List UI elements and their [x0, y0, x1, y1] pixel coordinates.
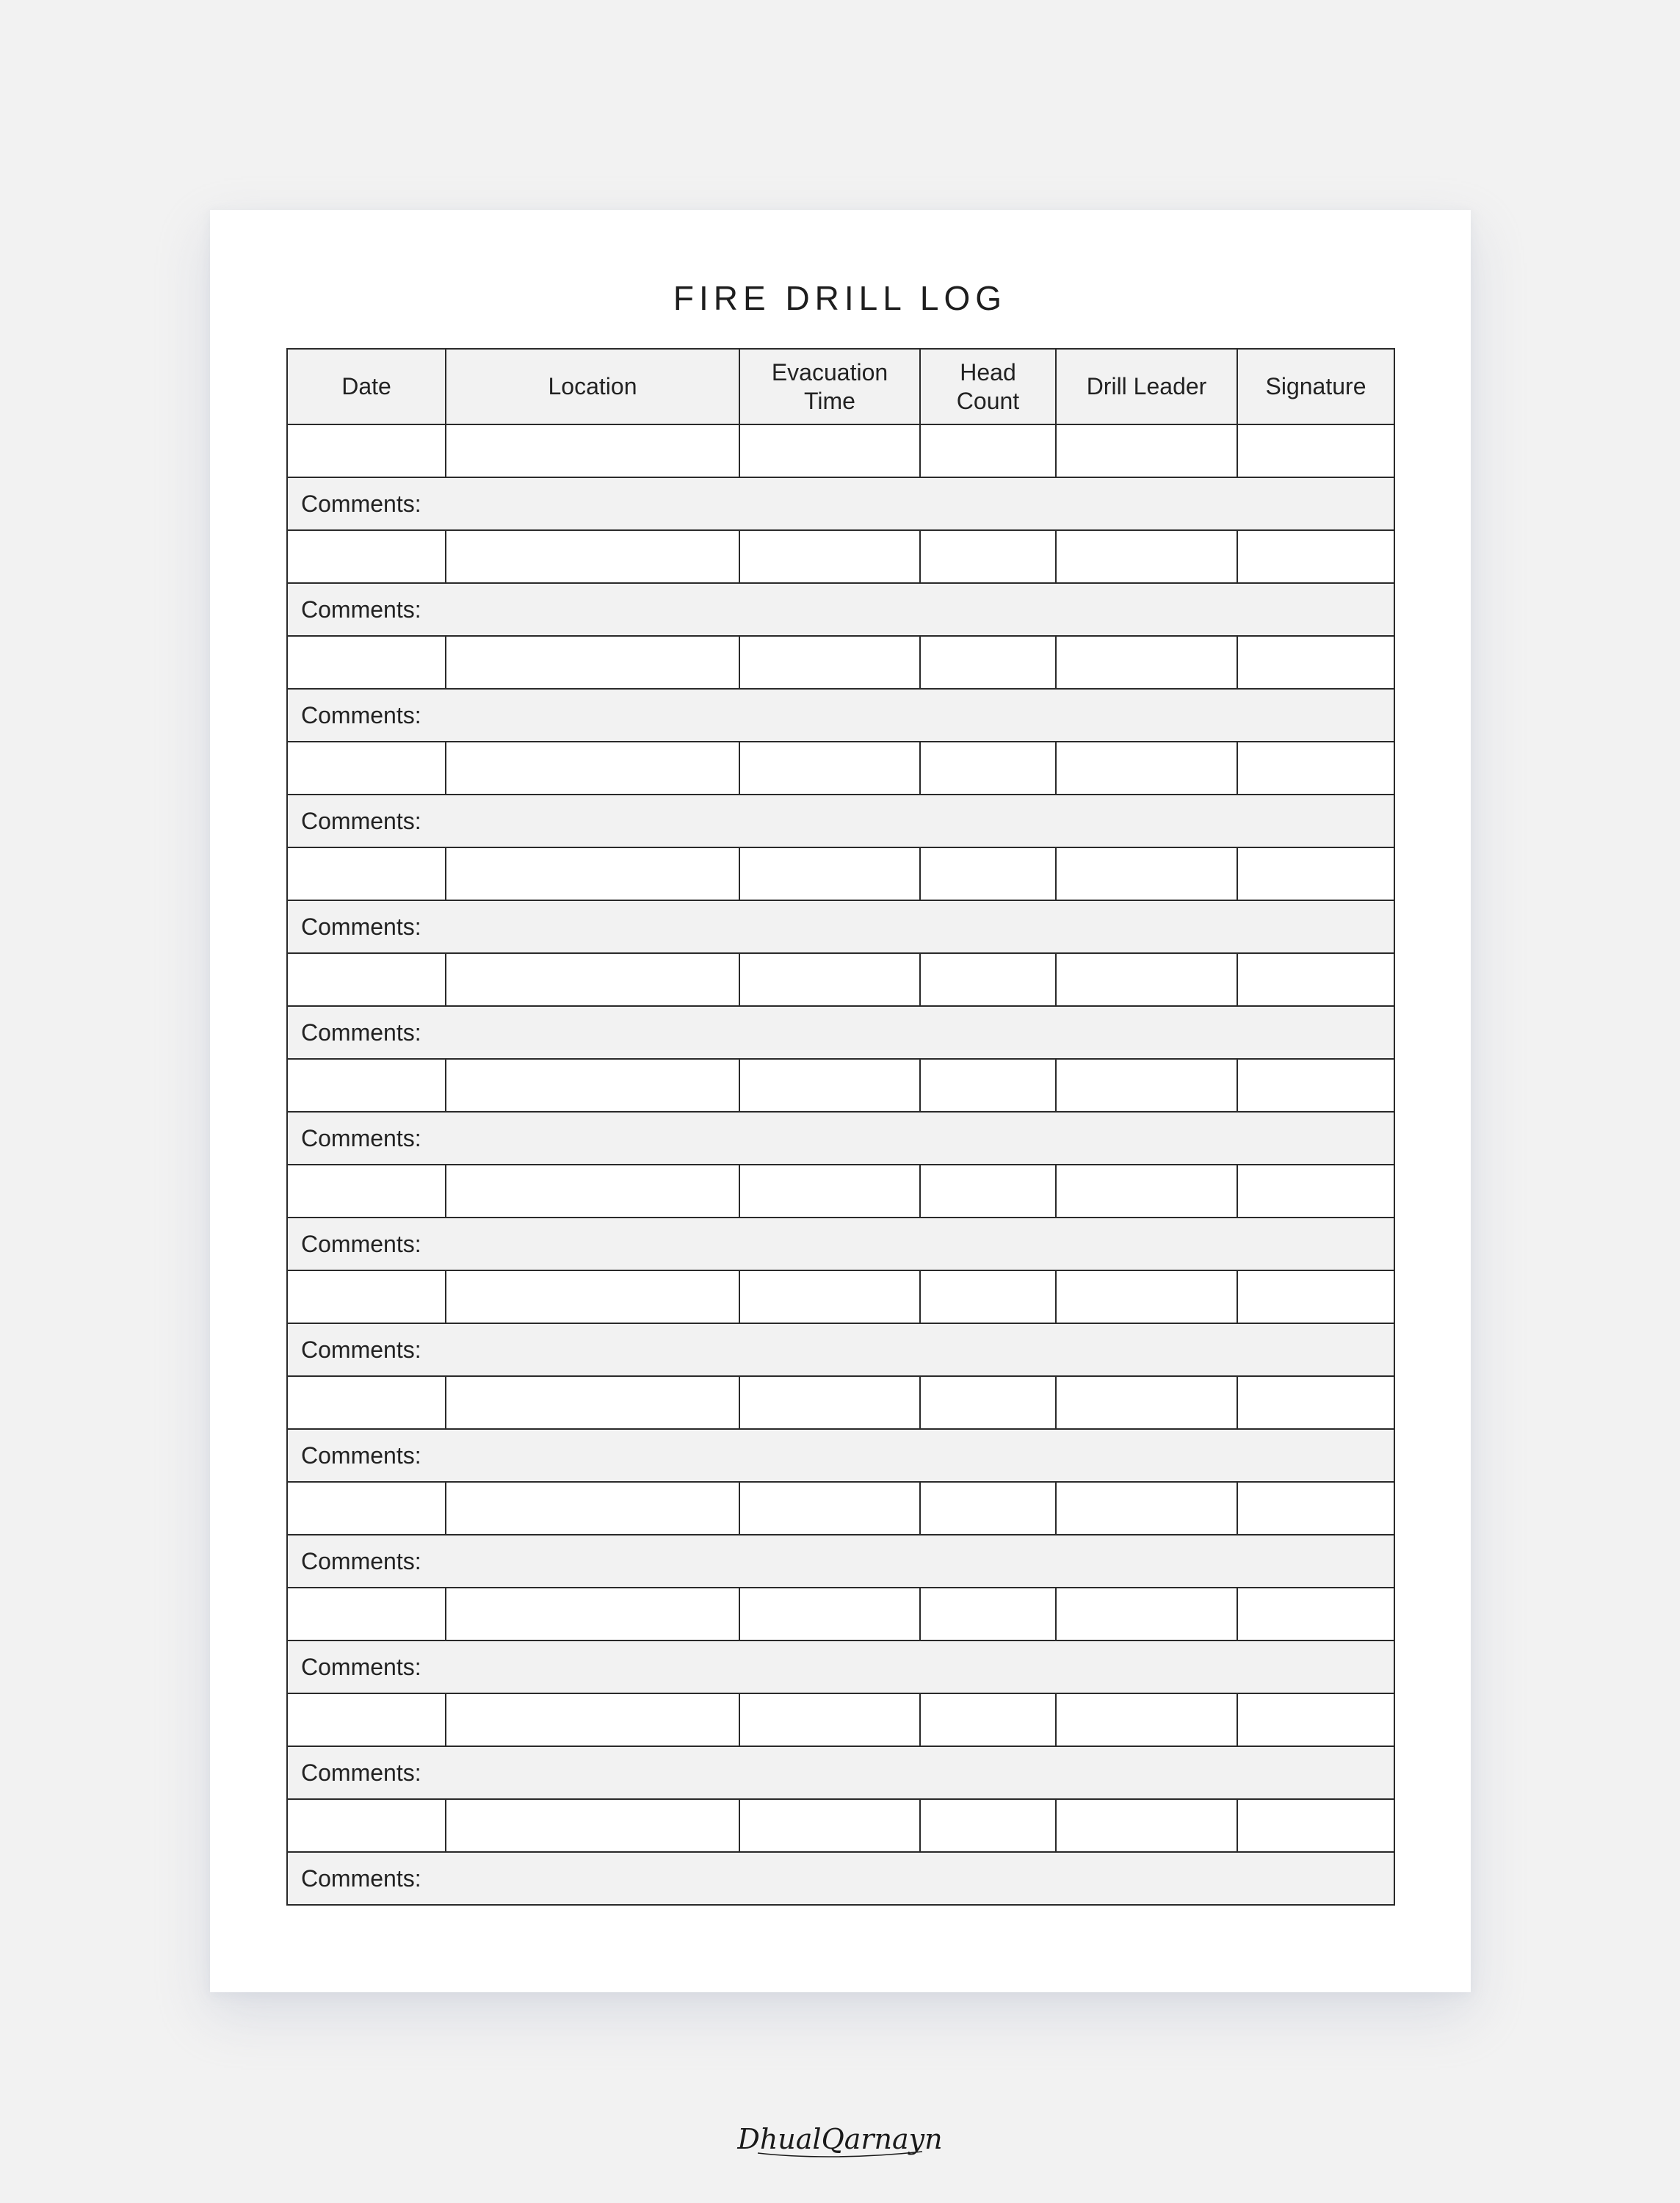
column-header-date: Date: [287, 349, 446, 424]
comments-row: [287, 1112, 1394, 1165]
comments-label[interactable]: Comments:: [287, 1852, 1394, 1905]
entry-cell[interactable]: [1237, 1376, 1394, 1429]
entry-cell[interactable]: [446, 1059, 739, 1112]
log-entry-row: [287, 1270, 1394, 1323]
entry-cell[interactable]: [446, 1270, 739, 1323]
entry-cell[interactable]: [287, 1799, 446, 1852]
entry-cell[interactable]: [1056, 1270, 1237, 1323]
entry-cell[interactable]: [739, 953, 920, 1006]
comments-label[interactable]: Comments:: [287, 1323, 1394, 1376]
comments-label[interactable]: Comments:: [287, 1112, 1394, 1165]
entry-cell[interactable]: [287, 1270, 446, 1323]
comments-row: [287, 477, 1394, 530]
comments-row: [287, 583, 1394, 636]
entry-cell[interactable]: [1237, 953, 1394, 1006]
comments-row: [287, 1006, 1394, 1059]
entry-cell[interactable]: [446, 1588, 739, 1641]
entry-cell[interactable]: [920, 530, 1056, 583]
entry-cell[interactable]: [287, 1482, 446, 1535]
entry-cell[interactable]: [287, 530, 446, 583]
entry-cell[interactable]: [1237, 530, 1394, 583]
entry-cell[interactable]: [1237, 847, 1394, 900]
column-header-evacuation-time: Evacuation Time: [739, 349, 920, 424]
comments-row: [287, 795, 1394, 847]
entry-cell[interactable]: [287, 742, 446, 795]
entry-cell[interactable]: [739, 1059, 920, 1112]
log-entry-row: [287, 1693, 1394, 1746]
signature-logo-text: DhualQarnayn: [737, 2123, 943, 2155]
entry-cell[interactable]: [1237, 742, 1394, 795]
log-entry-row: [287, 1482, 1394, 1535]
entry-cell[interactable]: [446, 953, 739, 1006]
entry-cell[interactable]: [1056, 847, 1237, 900]
entry-cell[interactable]: [446, 742, 739, 795]
table-header-row: [287, 349, 1394, 424]
comments-row: [287, 1535, 1394, 1588]
comments-label[interactable]: Comments:: [287, 477, 1394, 530]
entry-cell[interactable]: [1237, 1059, 1394, 1112]
column-header-drill-leader: Drill Leader: [1056, 349, 1237, 424]
entry-cell[interactable]: [1056, 1376, 1237, 1429]
column-header-head-count: Head Count: [920, 349, 1056, 424]
entry-cell[interactable]: [1056, 636, 1237, 689]
log-entry-row: [287, 424, 1394, 477]
log-entry-row: [287, 1376, 1394, 1429]
entry-cell[interactable]: [1056, 530, 1237, 583]
entry-cell[interactable]: [920, 1376, 1056, 1429]
entry-cell[interactable]: [920, 1165, 1056, 1218]
entry-cell[interactable]: [920, 1059, 1056, 1112]
entry-cell[interactable]: [739, 1588, 920, 1641]
comments-label[interactable]: Comments:: [287, 1429, 1394, 1482]
comments-row: [287, 689, 1394, 742]
comments-row: [287, 1641, 1394, 1693]
comments-label[interactable]: Comments:: [287, 1218, 1394, 1270]
signature-logo-icon: [730, 2115, 950, 2166]
entry-cell[interactable]: [1237, 424, 1394, 477]
comments-row: [287, 1429, 1394, 1482]
entry-cell[interactable]: [920, 1799, 1056, 1852]
entry-cell[interactable]: [287, 1693, 446, 1746]
log-entry-row: [287, 847, 1394, 900]
entry-cell[interactable]: [739, 1799, 920, 1852]
entry-cell[interactable]: [1056, 1165, 1237, 1218]
log-entry-row: [287, 1799, 1394, 1852]
comments-row: [287, 1746, 1394, 1799]
comments-label[interactable]: Comments:: [287, 1006, 1394, 1059]
comments-label[interactable]: Comments:: [287, 795, 1394, 847]
entry-cell[interactable]: [920, 742, 1056, 795]
entry-cell[interactable]: [287, 953, 446, 1006]
entry-cell[interactable]: [287, 636, 446, 689]
entry-cell[interactable]: [1237, 1588, 1394, 1641]
comments-row: [287, 1218, 1394, 1270]
log-entry-row: [287, 530, 1394, 583]
entry-cell[interactable]: [739, 847, 920, 900]
entry-cell[interactable]: [739, 742, 920, 795]
entry-cell[interactable]: [920, 953, 1056, 1006]
entry-cell[interactable]: [446, 1376, 739, 1429]
entry-cell[interactable]: [446, 636, 739, 689]
entry-cell[interactable]: [287, 1588, 446, 1641]
entry-cell[interactable]: [446, 1693, 739, 1746]
entry-cell[interactable]: [1237, 1270, 1394, 1323]
entry-cell[interactable]: [1056, 1059, 1237, 1112]
entry-cell[interactable]: [1237, 1693, 1394, 1746]
entry-cell[interactable]: [287, 424, 446, 477]
entry-cell[interactable]: [739, 424, 920, 477]
column-header-location: Location: [446, 349, 739, 424]
comments-label[interactable]: Comments:: [287, 1746, 1394, 1799]
entry-cell[interactable]: [920, 1588, 1056, 1641]
entry-cell[interactable]: [739, 1270, 920, 1323]
entry-cell[interactable]: [446, 1482, 739, 1535]
entry-cell[interactable]: [1237, 1799, 1394, 1852]
comments-row: [287, 1323, 1394, 1376]
entry-cell[interactable]: [1237, 1482, 1394, 1535]
log-entry-row: [287, 742, 1394, 795]
entry-cell[interactable]: [446, 530, 739, 583]
entry-cell[interactable]: [446, 1165, 739, 1218]
log-entry-row: [287, 1165, 1394, 1218]
entry-cell[interactable]: [1056, 1693, 1237, 1746]
page-title: FIRE DRILL LOG: [673, 279, 1007, 317]
entry-cell[interactable]: [739, 1165, 920, 1218]
entry-cell[interactable]: [739, 636, 920, 689]
comments-row: [287, 1852, 1394, 1905]
fire-drill-log-table: [286, 348, 1395, 1906]
log-entry-row: [287, 953, 1394, 1006]
entry-cell[interactable]: [920, 424, 1056, 477]
comments-label[interactable]: Comments:: [287, 583, 1394, 636]
entry-cell[interactable]: [920, 1482, 1056, 1535]
entry-cell[interactable]: [920, 636, 1056, 689]
entry-cell[interactable]: [739, 1482, 920, 1535]
comments-row: [287, 900, 1394, 953]
entry-cell[interactable]: [1056, 424, 1237, 477]
log-entries: [287, 424, 1394, 1905]
column-header-signature: Signature: [1237, 349, 1394, 424]
comments-label[interactable]: Comments:: [287, 689, 1394, 742]
log-entry-row: [287, 1059, 1394, 1112]
entry-cell[interactable]: [287, 1376, 446, 1429]
log-entry-row: [287, 1588, 1394, 1641]
comments-label[interactable]: Comments:: [287, 1535, 1394, 1588]
entry-cell[interactable]: [287, 1059, 446, 1112]
entry-cell[interactable]: [1056, 742, 1237, 795]
entry-cell[interactable]: [446, 847, 739, 900]
entry-cell[interactable]: [287, 1165, 446, 1218]
entry-cell[interactable]: [287, 847, 446, 900]
log-entry-row: [287, 636, 1394, 689]
entry-cell[interactable]: [739, 1693, 920, 1746]
entry-cell[interactable]: [920, 1270, 1056, 1323]
entry-cell[interactable]: [1237, 1165, 1394, 1218]
footer-signature: [0, 2115, 1680, 2166]
comments-label[interactable]: Comments:: [287, 1641, 1394, 1693]
entry-cell[interactable]: [446, 424, 739, 477]
entry-cell[interactable]: [1056, 1799, 1237, 1852]
entry-cell[interactable]: [920, 1693, 1056, 1746]
entry-cell[interactable]: [920, 847, 1056, 900]
entry-cell[interactable]: [739, 530, 920, 583]
comments-label[interactable]: Comments:: [287, 900, 1394, 953]
entry-cell[interactable]: [739, 1376, 920, 1429]
entry-cell[interactable]: [1056, 1482, 1237, 1535]
entry-cell[interactable]: [1056, 953, 1237, 1006]
entry-cell[interactable]: [1056, 1588, 1237, 1641]
entry-cell[interactable]: [1237, 636, 1394, 689]
entry-cell[interactable]: [446, 1799, 739, 1852]
